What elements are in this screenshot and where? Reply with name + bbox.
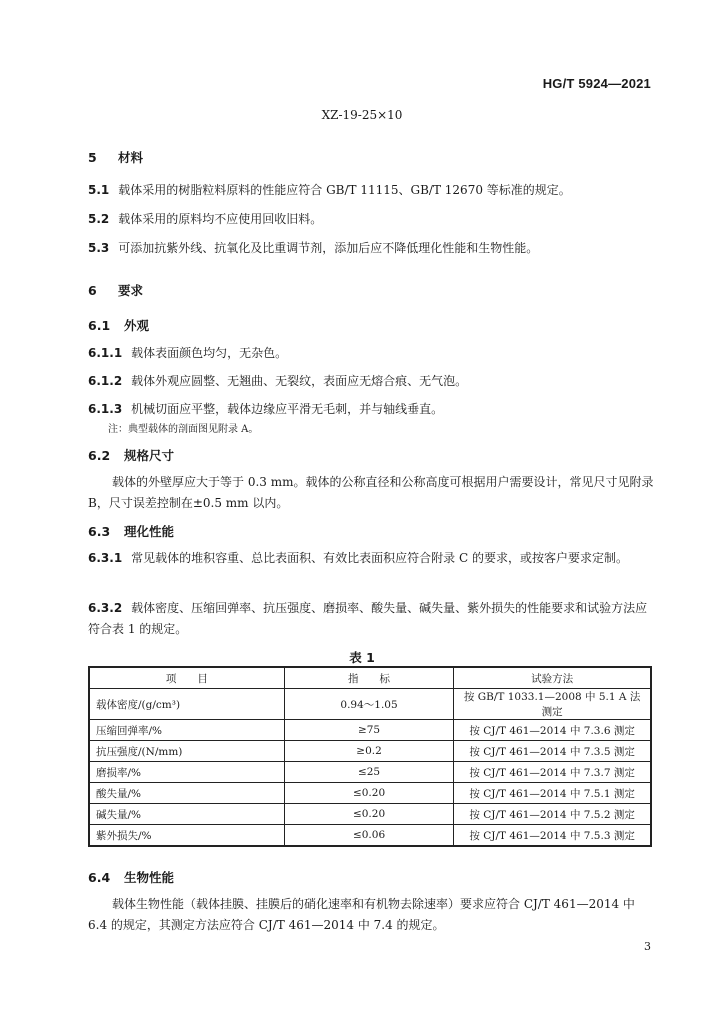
clause-number: 5.2 <box>88 212 110 226</box>
table-row <box>89 825 651 847</box>
clause-text: 载体表面颜色均匀，无杂色。 <box>131 346 288 360</box>
table-cell: 紫外损失/% <box>89 825 284 847</box>
section-5-heading <box>88 148 143 166</box>
table-cell: 碱失量/% <box>89 804 284 825</box>
table-cell: 磨损率/% <box>89 762 284 783</box>
clause-5-2 <box>88 209 654 230</box>
table-cell: ≤0.20 <box>284 783 453 804</box>
section-title: 要求 <box>118 283 144 298</box>
table-cell: ≤25 <box>284 762 453 783</box>
column-header: 试验方法 <box>454 667 651 689</box>
table-header-row <box>89 667 651 689</box>
table-cell: 按 CJ/T 461—2014 中 7.3.5 测定 <box>454 741 651 762</box>
table-cell: 酸失量/% <box>89 783 284 804</box>
table-row <box>89 741 651 762</box>
clause-text: 常见载体的堆积容重、总比表面积、有效比表面积应符合附录 C 的要求，或按客户要求定制。 <box>131 551 628 565</box>
section-6-4-heading <box>88 868 174 886</box>
section-title: 材料 <box>118 150 144 165</box>
clause-number: 6.1.3 <box>88 402 123 416</box>
table-cell: ≥0.2 <box>284 741 453 762</box>
table-cell: 抗压强度/(N/mm) <box>89 741 284 762</box>
clause-text: 可添加抗紫外线、抗氧化及比重调节剂，添加后应不降低理化性能和生物性能。 <box>118 241 539 255</box>
section-number: 6.1 <box>88 318 111 333</box>
table-row <box>89 762 651 783</box>
clause-text: 机械切面应平整，载体边缘应平滑无毛刺，并与轴线垂直。 <box>131 402 444 416</box>
table-1 <box>88 666 652 847</box>
table-cell: 按 CJ/T 461—2014 中 7.5.1 测定 <box>454 783 651 804</box>
section-number: 6.2 <box>88 448 111 463</box>
section-6-1-heading <box>88 316 149 334</box>
clause-6-1-1 <box>88 343 654 364</box>
table-cell: 按 CJ/T 461—2014 中 7.3.7 测定 <box>454 762 651 783</box>
table-cell: 压缩回弹率/% <box>89 720 284 741</box>
clause-text: 载体采用的原料均不应使用回收旧料。 <box>118 212 323 226</box>
table-row <box>89 783 651 804</box>
table-1-title: 表 1 <box>349 650 375 665</box>
clause-6-4-text: 载体生物性能（载体挂膜、挂膜后的硝化速率和有机物去除速率）要求应符合 CJ/T 461—2014 中 6.4 的规定，其测定方法应符合 CJ/T 461—2014 中 7.4 的规定。 <box>88 897 635 932</box>
table-cell: 按 GB/T 1033.1—2008 中 5.1 A 法测定 <box>454 689 651 720</box>
section-number: 6.4 <box>88 870 111 885</box>
section-number: 6.3 <box>88 524 111 539</box>
table-cell: ≤0.06 <box>284 825 453 847</box>
table-row <box>89 720 651 741</box>
clause-5-3 <box>88 238 654 259</box>
standard-code: HG/T 5924—2021 <box>542 76 651 91</box>
table-cell: 按 CJ/T 461—2014 中 7.5.2 测定 <box>454 804 651 825</box>
table-row <box>89 689 651 720</box>
clause-6-3-1 <box>88 548 654 569</box>
table-cell: 按 CJ/T 461—2014 中 7.5.3 测定 <box>454 825 651 847</box>
clause-6-2-text: 载体的外壁厚应大于等于 0.3 mm。载体的公称直径和公称高度可根据用户需要设计，常见尺寸见附录 B，尺寸误差控制在±0.5 mm 以内。 <box>88 475 654 510</box>
table-cell: 载体密度/(g/cm³) <box>89 689 284 720</box>
clause-number: 6.1.1 <box>88 346 123 360</box>
clause-text: 载体采用的树脂粒料原料的性能应符合 GB/T 11115、GB/T 12670 等标准的规定。 <box>118 183 571 197</box>
clause-text: 载体外观应圆整、无翘曲、无裂纹，表面应无熔合痕、无气泡。 <box>131 374 468 388</box>
table-cell: 按 CJ/T 461—2014 中 7.3.6 测定 <box>454 720 651 741</box>
column-header: 指 标 <box>284 667 453 689</box>
clause-number: 5.3 <box>88 241 110 255</box>
clause-6-1-3 <box>88 399 654 420</box>
model-example: XZ-19-25×10 <box>321 108 403 122</box>
section-6-heading <box>88 281 143 299</box>
clause-number: 6.3.2 <box>88 601 123 615</box>
clause-text: 载体密度、压缩回弹率、抗压强度、磨损率、酸失量、碱失量、紫外损失的性能要求和试验方法应符合表 1 的规定。 <box>88 601 648 636</box>
section-title: 生物性能 <box>124 870 175 885</box>
section-title: 理化性能 <box>124 524 175 539</box>
section-6-2-heading <box>88 446 174 464</box>
section-number: 6 <box>88 283 97 298</box>
section-number: 5 <box>88 150 97 165</box>
clause-6-1-2 <box>88 371 654 392</box>
note-6-1: 注：典型载体的剖面图见附录 A。 <box>108 424 259 435</box>
section-6-3-heading <box>88 522 174 540</box>
table-cell: ≤0.20 <box>284 804 453 825</box>
section-title: 外观 <box>124 318 150 333</box>
clause-number: 6.3.1 <box>88 551 123 565</box>
clause-number: 5.1 <box>88 183 110 197</box>
clause-6-3-2 <box>88 598 654 640</box>
section-title: 规格尺寸 <box>124 448 175 463</box>
table-row <box>89 804 651 825</box>
table-cell: 0.94～1.05 <box>284 689 453 720</box>
clause-5-1 <box>88 180 654 201</box>
page-number: 3 <box>644 940 651 953</box>
clause-number: 6.1.2 <box>88 374 123 388</box>
column-header: 项 目 <box>89 667 284 689</box>
table-cell: ≥75 <box>284 720 453 741</box>
